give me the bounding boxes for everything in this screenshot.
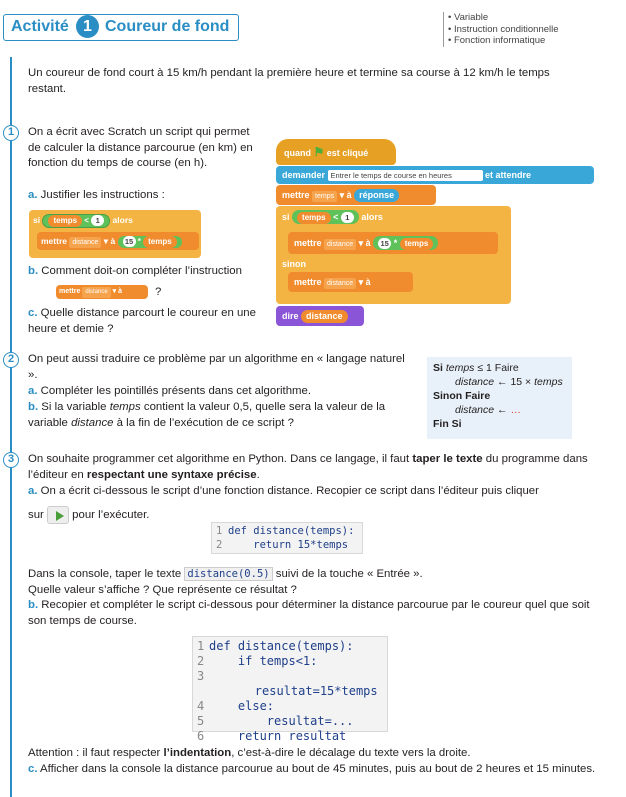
- scratch-ask-block: [276, 166, 594, 184]
- code-text: return resultat: [209, 729, 347, 743]
- algo-var: distance: [455, 404, 495, 416]
- algo-sinon: Sinon Faire: [433, 390, 491, 402]
- code-text: resultat=...: [209, 714, 354, 728]
- ask-prompt-slot: Entrer le temps de course en heures: [328, 170, 483, 181]
- green-flag-icon: ⚑: [313, 145, 325, 159]
- tag-item: • Instruction conditionnelle: [448, 23, 559, 35]
- algorithm-box: [427, 357, 572, 439]
- q1-part-b: [28, 264, 260, 280]
- q3-console-question: Quelle valeur s’affiche ? Que représente ce résultat ?: [28, 584, 297, 596]
- q3-part-b: [28, 598, 598, 629]
- var-temps-reporter: temps: [400, 238, 434, 250]
- q3-part-a: [28, 484, 598, 500]
- code-text: def distance(temps):: [209, 639, 354, 653]
- algo-var: temps: [534, 376, 563, 388]
- activity-label: Activité: [11, 18, 69, 35]
- q3-console-line: [28, 567, 598, 583]
- code-line: [197, 639, 383, 654]
- algo-assign: ←: [497, 404, 508, 416]
- inline-set-distance-block: mettre distance ▾ à: [56, 285, 148, 299]
- q3-part-c: [28, 762, 598, 778]
- run-icon: [47, 506, 69, 524]
- q1-part-a: [28, 188, 260, 204]
- q3-attention: [28, 746, 598, 762]
- algo-var: distance: [455, 376, 495, 388]
- cond-var-temps: temps: [297, 212, 331, 224]
- part-label: a.: [28, 385, 38, 397]
- then-label: alors: [361, 212, 383, 222]
- scratch-set-distance-empty: mettre distance ▾ à: [288, 272, 413, 292]
- q2-a-text: Compléter les pointillés présents dans cet algorithme.: [40, 385, 312, 397]
- ask-wait-label: et attendre: [485, 170, 532, 180]
- code-line: [216, 525, 358, 539]
- scratch-set-temps-block: mettre temps ▾ à réponse: [276, 185, 436, 205]
- inline-set-label: mettre: [59, 288, 81, 295]
- sur-text: sur: [28, 509, 44, 522]
- to-label-3: à: [365, 277, 371, 287]
- say-label: dire: [282, 311, 299, 321]
- else-label: sinon: [282, 259, 306, 269]
- tag-item: • Fonction informatique: [448, 35, 546, 46]
- small-set-label: mettre: [41, 236, 67, 246]
- code-text: def distance(temps):: [228, 525, 355, 537]
- q3-run-line: [28, 506, 149, 524]
- cond-lt: <: [333, 212, 339, 222]
- q3-text-2: du programme dans l’éditeur en: [28, 453, 588, 481]
- code-line: [197, 654, 383, 669]
- inline-var-distance: distance: [82, 287, 110, 298]
- condition-lt: [292, 210, 359, 224]
- line-number: 4: [197, 699, 205, 713]
- set-label: mettre: [282, 190, 310, 200]
- small-times: *: [137, 237, 141, 246]
- algo-assign: ← 15 ×: [497, 376, 532, 388]
- intro-text: Un coureur de fond court à 15 km/h pendant la première heure et termine sa course à 12 km/h le temps restant.: [28, 67, 550, 95]
- times-op: *: [393, 238, 398, 248]
- q1-text: On a écrit avec Scratch un script qui permet de calculer la distance parcourue (en km) en fonction du temps de course (en h).: [28, 126, 253, 169]
- algo-dots: …: [510, 404, 521, 416]
- var-distance-dropdown: distance: [324, 239, 356, 250]
- code-line: [197, 714, 383, 729]
- scratch-small-if-block: [29, 210, 201, 258]
- code-text: else:: [209, 699, 275, 713]
- part-label: c.: [28, 307, 38, 319]
- small-lt: <: [84, 216, 89, 225]
- console-text-1: Dans la console, taper le texte: [28, 568, 182, 580]
- small-var-temps-2: temps: [143, 236, 177, 248]
- line-number: 1: [216, 525, 223, 537]
- algo-finsi: Fin Si: [433, 418, 462, 430]
- scratch-set-distance-15t: mettre distance ▾ à 15 * temps: [288, 232, 498, 254]
- q3-text-1: On souhaite programmer cet algorithme en Python. Dans ce langage, il faut: [28, 453, 410, 465]
- q3-a-text: On a écrit ci-dessous le script d’une fonction distance. Recopier ce script dans l’éditeur puis cliquer: [40, 485, 539, 497]
- q2-part-b: [28, 400, 418, 431]
- part-label: b.: [28, 265, 39, 277]
- to-label-2: à: [365, 238, 371, 248]
- q1-a-text: Justifier les instructions :: [40, 189, 165, 201]
- activity-title: Coureur de fond: [105, 18, 230, 35]
- small-set-distance-block: mettre distance ▾ à 15 * temps: [37, 232, 199, 250]
- small-to-label: à: [110, 236, 116, 246]
- answer-reporter: réponse: [354, 189, 399, 202]
- multiply-reporter: [373, 236, 438, 250]
- small-var-distance: distance: [69, 237, 101, 248]
- left-margin-bar: [10, 57, 12, 797]
- q3-bold-1: taper le texte: [412, 453, 483, 465]
- ask-label: demander: [282, 170, 326, 180]
- small-multiply: [118, 236, 182, 248]
- q3-bold-2: respectant une syntaxe précise: [86, 468, 257, 481]
- question-number-1: 1: [3, 125, 19, 141]
- code-line: [197, 729, 383, 744]
- code-text: return 15*temps: [228, 538, 349, 551]
- q2-b-text-1: Si la variable: [41, 401, 107, 413]
- q2-b-var2: distance: [71, 416, 114, 429]
- scratch-when-flag-clicked: [276, 139, 396, 165]
- part-label: b.: [28, 599, 39, 611]
- code-line: [197, 669, 383, 699]
- when-label: quand: [284, 148, 311, 158]
- code-line: [197, 699, 383, 714]
- small-one: 1: [91, 215, 104, 226]
- var-distance-dropdown-2: distance: [324, 278, 356, 289]
- code-block-1: [211, 522, 363, 554]
- small-then-label: alors: [112, 215, 133, 225]
- small-condition: [42, 214, 110, 228]
- part-label: a.: [28, 189, 38, 201]
- algo-si: Si: [433, 362, 443, 374]
- scratch-say-block: [276, 306, 364, 326]
- if-label: si: [282, 212, 290, 222]
- attention-text-2: , c’est-à-dire le décalage du texte vers la droite.: [231, 747, 471, 759]
- algo-var: temps: [445, 362, 475, 374]
- q2-b-text-2: contient la valeur 0,5, quelle sera la valeur de la variable: [28, 401, 386, 429]
- var-temps-dropdown: temps: [312, 191, 337, 202]
- console-text-2: suivi de la touche « Entrée ».: [275, 568, 423, 580]
- tag-item: • Variable: [448, 12, 489, 23]
- line-number: 2: [216, 538, 223, 551]
- q3-c-text: Afficher dans la console la distance parcourue au bout de 45 minutes, puis au bout de 2 heures et 15 minutes.: [40, 763, 596, 775]
- code-text: if temps<1:: [209, 654, 318, 668]
- part-label: c.: [28, 763, 38, 775]
- part-label: b.: [28, 401, 39, 413]
- scratch-if-else-block: [276, 206, 511, 304]
- cond-one: 1: [341, 212, 354, 223]
- q1-b-text: Comment doit-on compléter l’instruction: [41, 265, 242, 277]
- set-label-2: mettre: [294, 238, 322, 248]
- code-text: resultat=15*temps: [197, 684, 378, 698]
- code-line: [216, 539, 358, 553]
- console-code: distance(0.5): [184, 567, 272, 581]
- q2-b-text-3: à la fin de l’exécution de ce script ?: [116, 416, 294, 429]
- q1-c-text: Quelle distance parcourt le coureur en une heure et demie ?: [28, 307, 256, 335]
- activity-number-badge: 1: [76, 15, 99, 38]
- small-var-temps: temps: [48, 215, 82, 227]
- code-block-2: [192, 636, 388, 743]
- algo-cond: ≤ 1 Faire: [477, 362, 519, 374]
- part-label: a.: [28, 485, 38, 497]
- attention-text-1: Attention : il faut respecter: [28, 747, 161, 759]
- q3-b-text: Recopier et compléter le script ci-dessous pour déterminer la distance parcourue par le coureur quel que soit son temps de course.: [28, 599, 590, 627]
- clicked-label: est cliqué: [326, 148, 369, 158]
- set-label-3: mettre: [294, 277, 322, 287]
- fifteen-value: 15: [378, 238, 391, 249]
- q1-b-question-mark: ?: [155, 286, 162, 298]
- line-number: 5: [197, 714, 205, 728]
- exec-text: pour l’exécuter.: [72, 509, 150, 522]
- q2-b-var: temps: [109, 401, 141, 413]
- question-number-3: 3: [3, 452, 19, 468]
- line-number: 6: [197, 729, 205, 743]
- small-fifteen: 15: [123, 236, 136, 247]
- q3-text: [28, 452, 588, 483]
- to-label: à: [346, 190, 352, 200]
- inline-to-label: à: [118, 288, 123, 295]
- attention-bold: l’indentation: [163, 747, 232, 759]
- line-number: 2: [197, 654, 205, 668]
- small-if-label: si: [33, 215, 41, 225]
- q3-text-3: .: [256, 468, 260, 481]
- question-number-2: 2: [3, 352, 19, 368]
- topic-tags: [443, 12, 559, 47]
- say-var-distance: distance: [301, 310, 348, 323]
- q2-text: On peut aussi traduire ce problème par un algorithme en « langage naturel ».: [28, 353, 405, 381]
- q2-part-a: [28, 384, 418, 400]
- q1-part-c: [28, 306, 260, 337]
- line-number: 3: [197, 669, 205, 683]
- line-number: 1: [197, 639, 205, 653]
